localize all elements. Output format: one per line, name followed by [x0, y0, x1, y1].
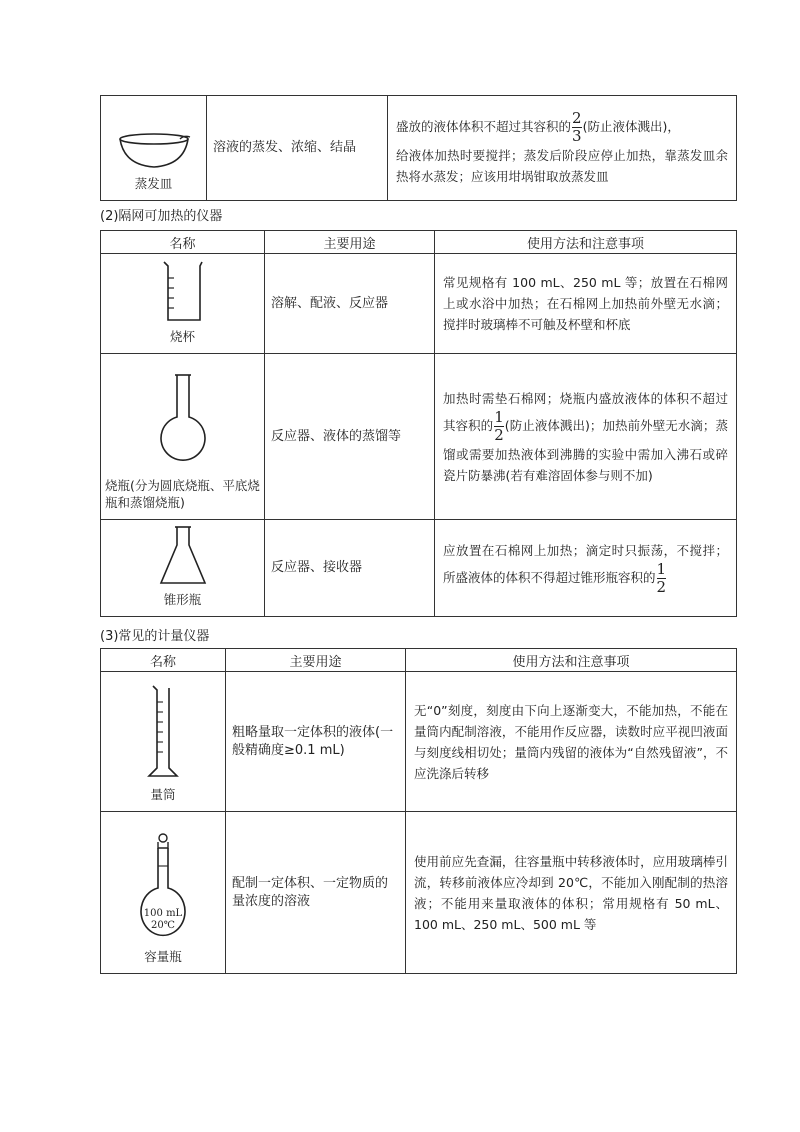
volumetric-flask-label-temp: 20℃ — [151, 920, 175, 931]
round-flask-icon — [153, 373, 213, 473]
flask-cell — [101, 354, 265, 520]
fraction-one-half — [657, 561, 667, 596]
evaporating-dish-name: 蒸发皿 — [134, 176, 173, 191]
fraction-denominator: 2 — [656, 578, 667, 596]
beaker-name: 烧杯 — [169, 329, 195, 344]
heatable-instruments-table — [100, 230, 737, 617]
header-notes: 使用方法和注意事项 — [435, 231, 737, 254]
conical-flask-notes-prefix: 应放置在石棉网上加热；滴定时只振荡，不搅拌；所盛液体的体积不得超过锥形瓶容积的 — [443, 543, 728, 585]
beaker-usage: 溶解、配液、反应器 — [265, 254, 435, 354]
beaker-notes: 常见规格有 100 mL、250 mL 等；放置在石棉网上或水浴中加热；在石棉网上加热前外壁无水滴；搅拌时玻璃棒不可触及杯壁和杯底 — [435, 254, 737, 354]
header-notes: 使用方法和注意事项 — [406, 649, 737, 672]
fraction-one-half — [494, 409, 504, 444]
graduated-cylinder-name: 量筒 — [150, 787, 176, 802]
graduated-cylinder-notes: 无“0”刻度，刻度由下向上逐渐变大，不能加热，不能在量筒内配制溶液，不能用作反应器，读数时应平视凹液面与刻度线相切处；量筒内残留的液体为“自然残留液”，不应洗涤后转移 — [406, 672, 737, 812]
header-name: 名称 — [101, 649, 226, 672]
measuring-instruments-table — [100, 648, 737, 974]
conical-flask-name: 锥形瓶 — [163, 592, 202, 607]
flask-notes — [435, 354, 737, 520]
evaporating-dish-notes — [388, 96, 737, 201]
graduated-cylinder-usage: 粗略量取一定体积的液体(一般精确度≥0.1 mL) — [226, 672, 406, 812]
flask-notes-suffix: (防止液体溅出)；加热前外壁无水滴；蒸馏或需要加热液体到沸腾的实验中需加入沸石或碎瓷片防暴沸(若有难溶固体参与则不加) — [443, 417, 728, 483]
flask-name: 烧瓶(分为圆底烧瓶、平底烧瓶和蒸馏烧瓶) — [105, 478, 260, 510]
evaporating-dish-notes-suffix: (防止液体溅出)， — [582, 118, 680, 134]
fraction-denominator: 3 — [572, 126, 582, 145]
header-name: 名称 — [101, 231, 265, 254]
graduated-cylinder-cell — [101, 672, 226, 812]
volumetric-flask-cell — [101, 812, 226, 974]
header-usage: 主要用途 — [226, 649, 406, 672]
conical-flask-icon — [155, 525, 211, 587]
section2-title: (2)隔网可加热的仪器 — [100, 209, 223, 224]
fraction-numerator: 2 — [572, 108, 582, 127]
beaker-icon — [158, 258, 208, 324]
graduated-cylinder-icon — [141, 682, 185, 782]
fraction-denominator: 2 — [494, 425, 504, 444]
volumetric-flask-usage: 配制一定体积、一定物质的量浓度的溶液 — [226, 812, 406, 974]
evaporating-dish-cell — [101, 96, 207, 201]
evaporating-dish-notes-prefix: 盛放的液体体积不超过其容积的 — [396, 118, 572, 134]
volumetric-flask-name: 容量瓶 — [144, 949, 182, 964]
volumetric-flask-label-volume: 100 mL — [143, 908, 183, 919]
conical-flask-notes — [435, 520, 737, 617]
fraction-two-thirds — [572, 110, 582, 145]
flask-notes-prefix: 加热时需垫石棉网；烧瓶内盛放液体的体积不超过其容积的 — [443, 390, 728, 433]
evaporating-dish-icon — [114, 131, 194, 171]
evaporating-dish-usage: 溶液的蒸发、浓缩、结晶 — [207, 96, 388, 201]
evaporating-dish-table — [100, 95, 737, 201]
fraction-numerator: 1 — [656, 560, 667, 578]
conical-flask-cell — [101, 520, 265, 617]
fraction-numerator: 1 — [494, 407, 504, 426]
volumetric-flask-icon — [128, 832, 198, 944]
section3-title: (3)常见的计量仪器 — [100, 629, 210, 644]
evaporating-dish-notes-rest: 给液体加热时要搅拌；蒸发后阶段应停止加热，靠蒸发皿余热将水蒸发；应该用坩埚钳取放蒸发皿 — [396, 147, 728, 184]
beaker-cell — [101, 254, 265, 354]
conical-flask-usage: 反应器、接收器 — [265, 520, 435, 617]
header-usage: 主要用途 — [265, 231, 435, 254]
volumetric-flask-notes: 使用前应先查漏，往容量瓶中转移液体时，应用玻璃棒引流，转移前液体应冷却到 20℃，不能加入刚配制的热溶液；不能用来量取液体的体积；常用规格有 50 mL、100 mL、250 mL、500 mL 等 — [406, 812, 737, 974]
flask-usage: 反应器、液体的蒸馏等 — [265, 354, 435, 520]
